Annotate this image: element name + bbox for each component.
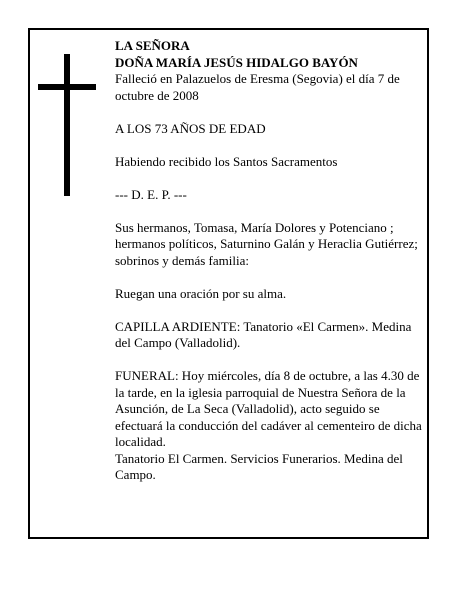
age-line: A LOS 73 AÑOS DE EDAD — [115, 120, 266, 136]
funeral-paragraph: FUNERAL: Hoy miércoles, día 8 de octubre, a las 4.30 de la tarde, en la iglesia parroquial de Nuestra Señora de la Asunción, de La Seca (Valladolid), acto seguido se efectuará la conducción del cadáver al cementeiro de dicha localidad. — [115, 368, 422, 449]
family-paragraph: Sus hermanos, Tomasa, María Dolores y Potenciano ; hermanos políticos, Saturnino Galán y Heraclia Gutiérrez; sobrinos y demás familia: — [115, 219, 418, 268]
sacraments-line: Habiendo recibido los Santos Sacramentos — [115, 153, 338, 169]
services-paragraph: Tanatorio El Carmen. Servicios Funerarios. Medina del Campo. — [115, 450, 403, 482]
rip-line: --- D. E. P. --- — [115, 186, 187, 202]
title-line-1: LA SEÑORA — [115, 38, 190, 53]
prayer-line: Ruegan una oración por su alma. — [115, 285, 287, 301]
death-info: Falleció en Palazuelos de Eresma (Segovia) el día 7 de octubre de 2008 — [115, 71, 400, 103]
cross-icon — [64, 54, 70, 196]
deceased-name: DOÑA MARÍA JESÚS HIDALGO BAYÓN — [115, 54, 358, 70]
cross-icon-bar — [38, 84, 96, 90]
obituary-text — [115, 38, 425, 484]
chapel-paragraph: CAPILLA ARDIENTE: Tanatorio «El Carmen». Medina del Campo (Valladolid). — [115, 318, 412, 350]
